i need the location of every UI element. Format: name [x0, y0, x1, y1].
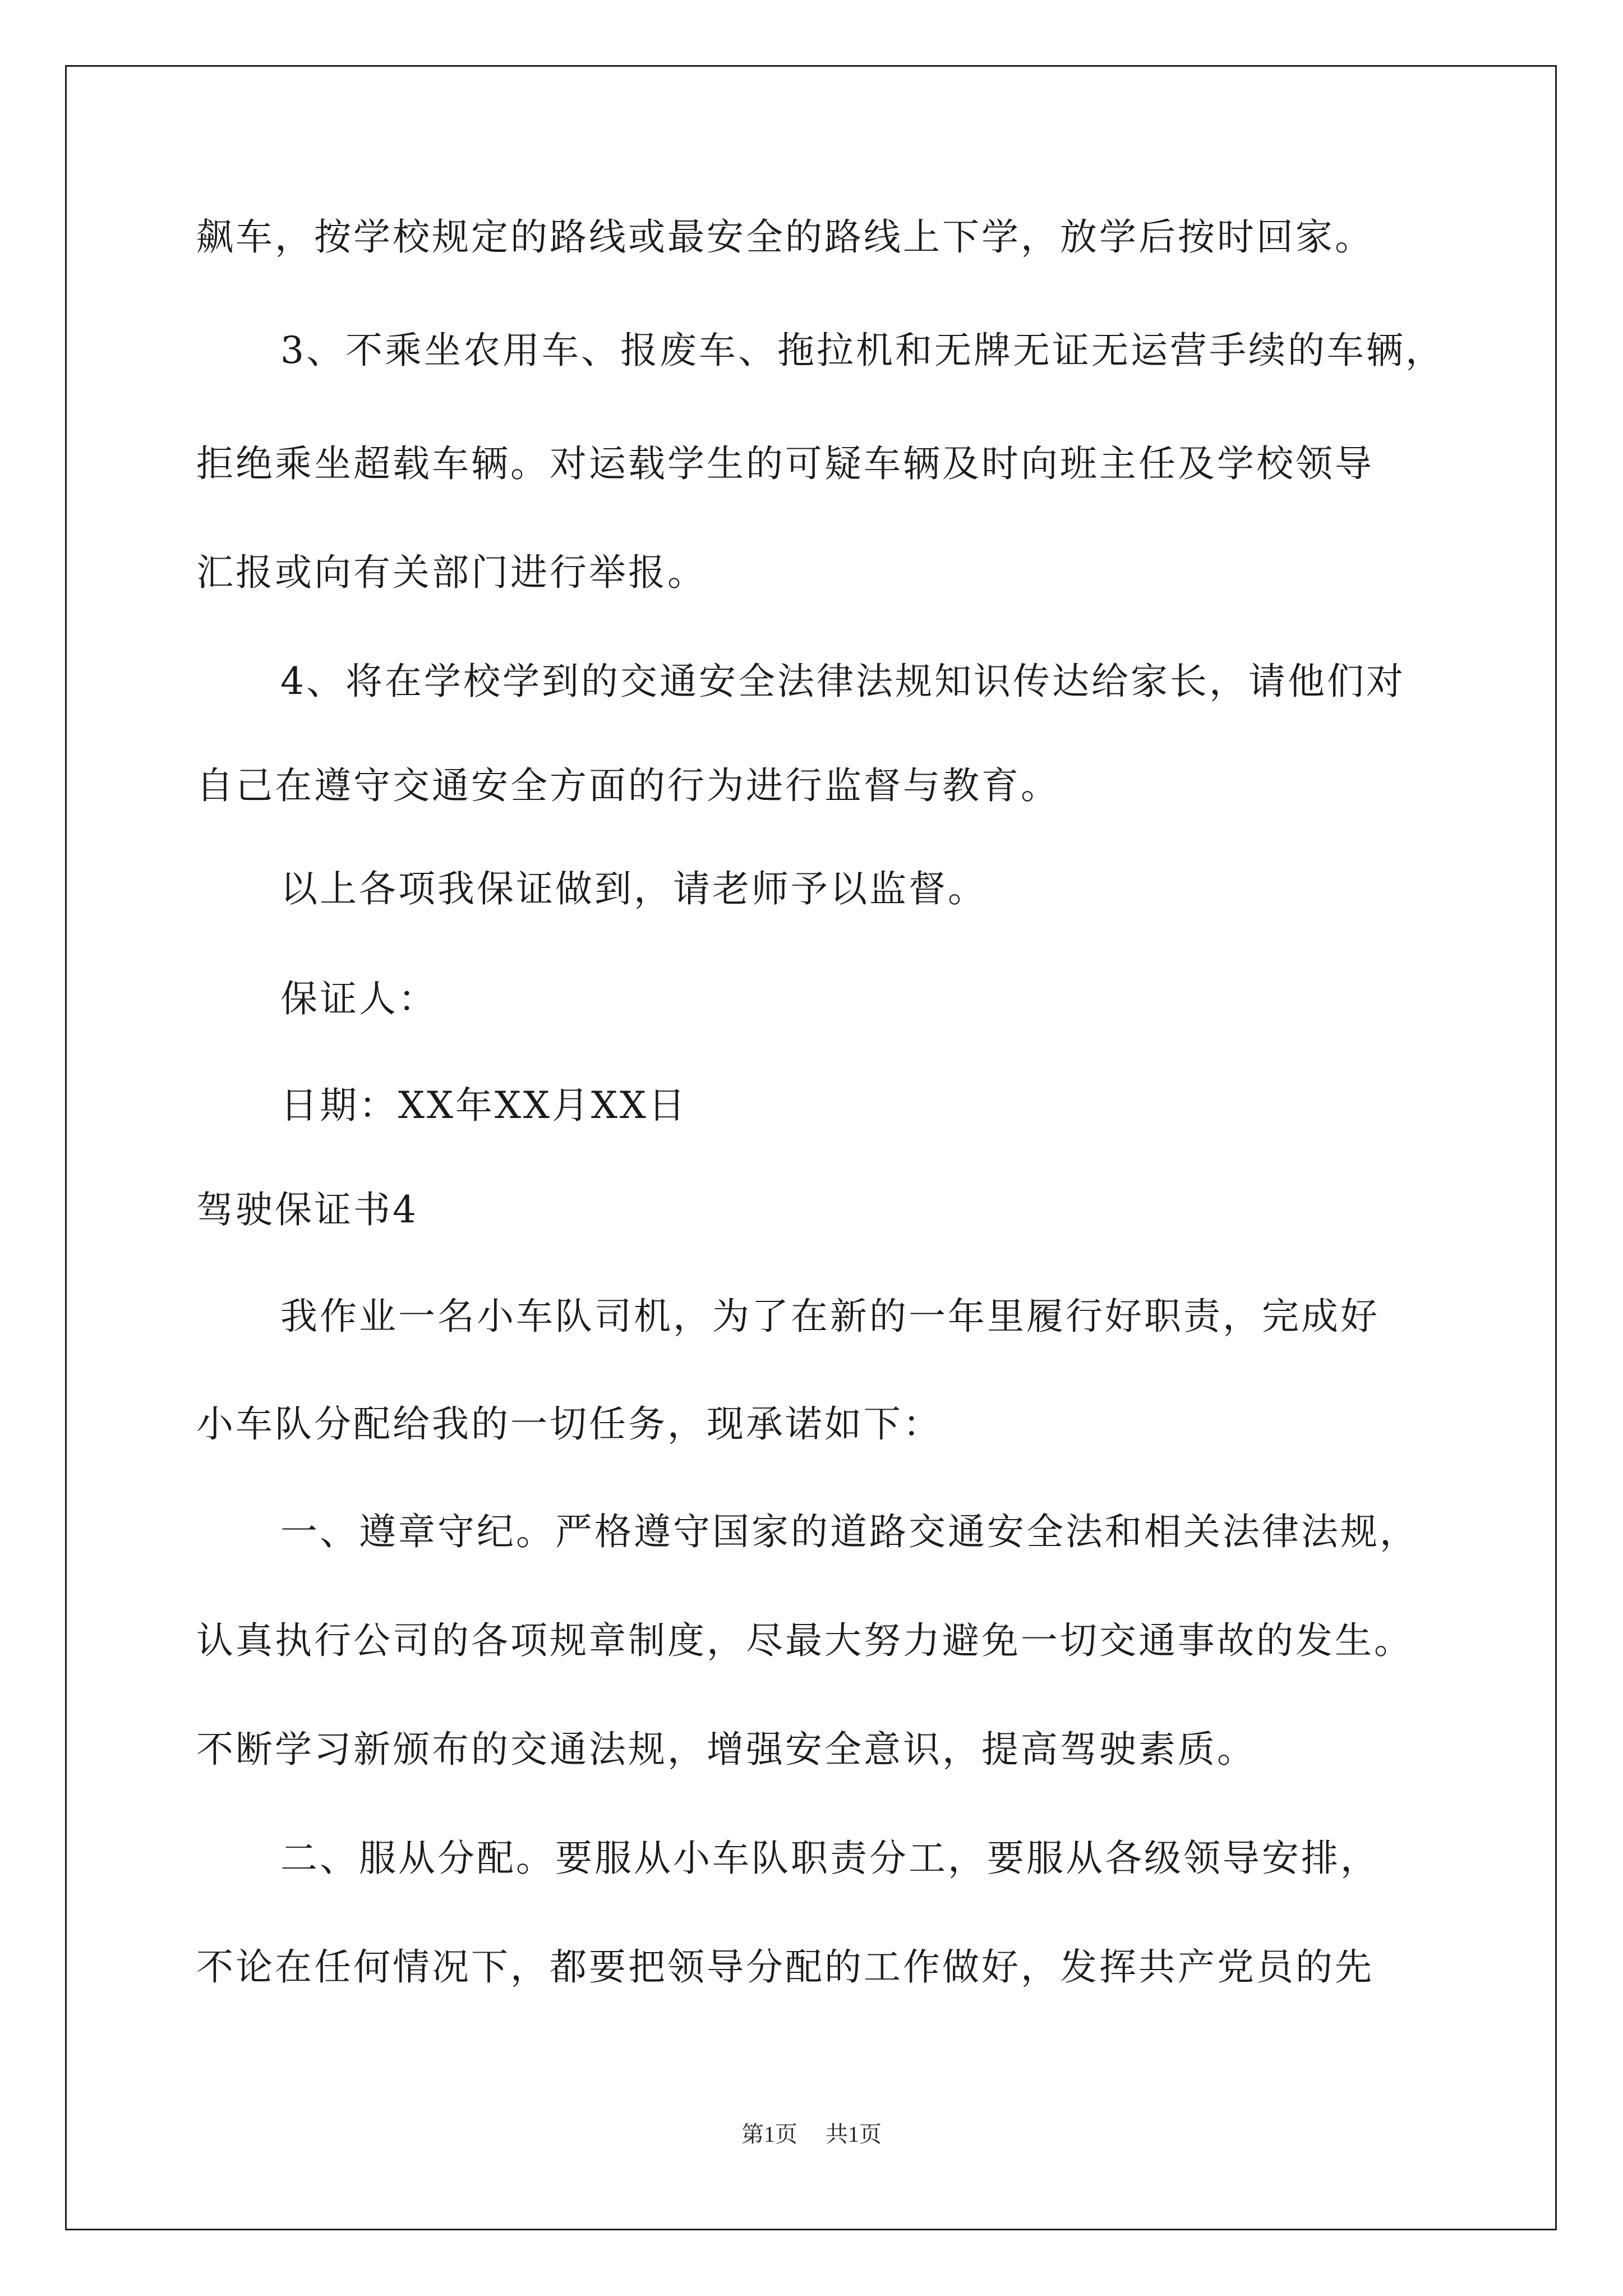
text-line: 汇报或向有关部门进行举报。	[196, 551, 707, 594]
text-line: 认真执行公司的各项规章制度，尽最大努力避免一切交通事故的发生。	[196, 1619, 1413, 1662]
text-line: 拒绝乘坐超载车辆。对运载学生的可疑车辆及时向班主任及学校领导	[196, 442, 1374, 485]
text-line: 以上各项我保证做到，请老师予以监督。	[280, 867, 987, 910]
text-line: 不论在任何情况下，都要把领导分配的工作做好，发挥共产党员的先	[196, 1945, 1374, 1989]
text-line: 4、将在学校学到的交通安全法律法规知识传达给家长，请他们对	[280, 660, 1405, 703]
date-line: 日期：XX年XX月XX日	[280, 1084, 688, 1127]
text-line: 3、不乘坐农用车、报废车、拖拉机和无牌无证无运营手续的车辆，	[280, 329, 1445, 372]
text-line: 小车队分配给我的一切任务，现承诺如下：	[196, 1402, 942, 1446]
page-number: 第1页	[741, 2122, 797, 2147]
section-heading: 驾驶保证书4	[196, 1188, 418, 1231]
page-total: 共1页	[826, 2122, 882, 2147]
text-line: 二、服从分配。要服从小车队职责分工，要服从各级领导安排，	[280, 1837, 1380, 1880]
text-line: 自己在遵守交通安全方面的行为进行监督与教育。	[196, 764, 1060, 807]
text-line: 飙车，按学校规定的路线或最安全的路线上下学，放学后按时回家。	[196, 215, 1374, 259]
text-line: 一、遵章守纪。严格遵守国家的道路交通安全法和相关法律法规，	[280, 1510, 1419, 1553]
text-line: 我作业一名小车队司机，为了在新的一年里履行好职责，完成好	[280, 1295, 1380, 1338]
page-border	[65, 65, 1557, 2230]
page-footer	[0, 2120, 1623, 2148]
signatory-label: 保证人：	[280, 977, 437, 1020]
text-line: 不断学习新颁布的交通法规，增强安全意识，提高驾驶素质。	[196, 1728, 1256, 1771]
